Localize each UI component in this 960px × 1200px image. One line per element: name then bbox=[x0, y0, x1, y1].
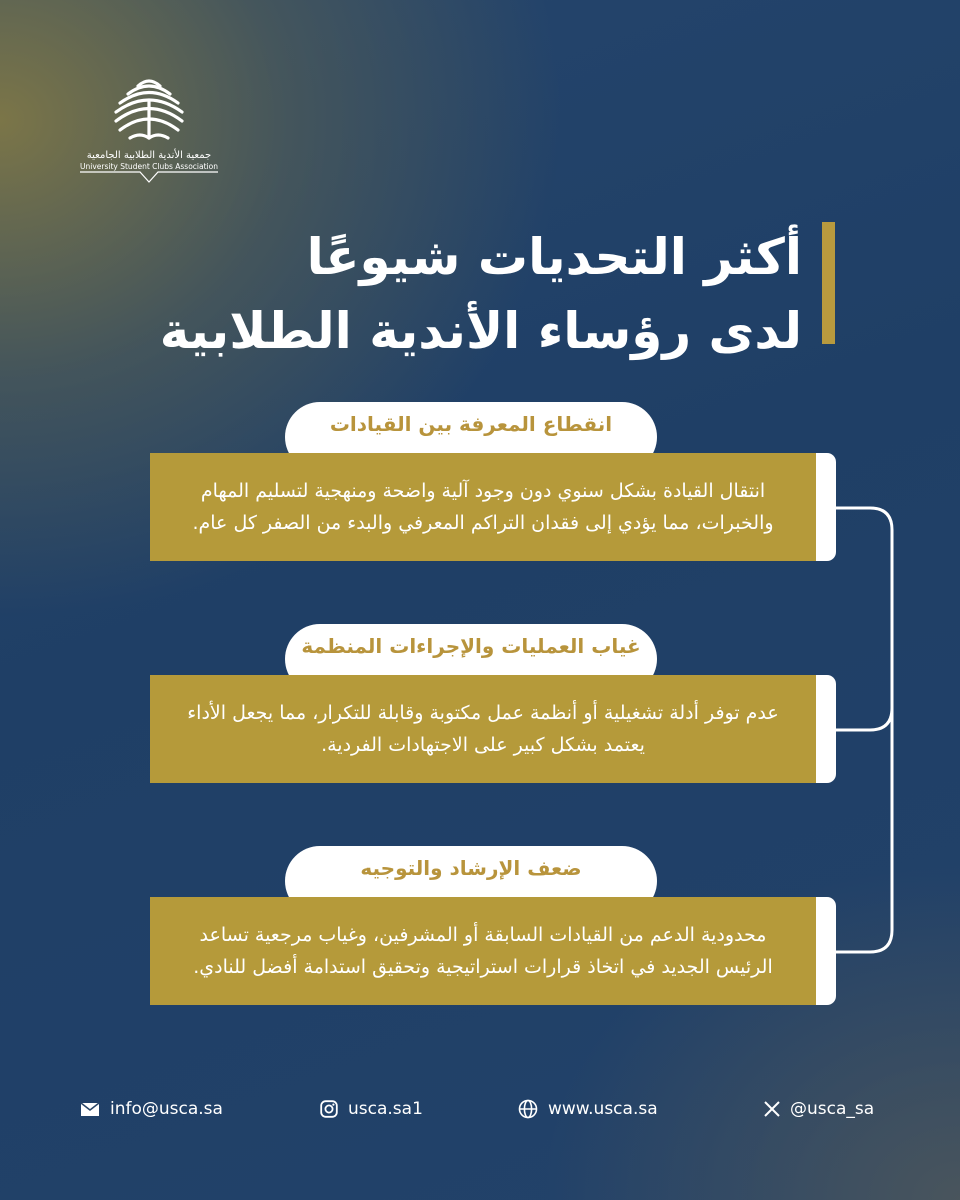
x-handle: @usca_sa bbox=[790, 1099, 875, 1119]
email-text: info@usca.sa bbox=[110, 1099, 223, 1119]
footer-email[interactable] bbox=[80, 1097, 223, 1121]
x-logo-icon bbox=[764, 1101, 780, 1117]
website-url: www.usca.sa bbox=[548, 1099, 658, 1119]
logo-name-english: University Student Clubs Association bbox=[80, 162, 218, 171]
challenge-3-body: محدودية الدعم من القيادات السابقة أو المشرفين، وغياب مرجعية تساعد الرئيس الجديد في اتخاذ قرارات استراتيجية وتحقيق استدامة أفضل للنادي. bbox=[193, 924, 773, 978]
challenge-1-card bbox=[150, 453, 836, 561]
challenge-2-body: عدم توفر أدلة تشغيلية أو أنظمة عمل مكتوبة وقابلة للتكرار، مما يجعل الأداء يعتمد بشكل كبير على الاجتهادات الفردية. bbox=[187, 702, 779, 756]
challenge-2-card bbox=[150, 675, 836, 783]
challenge-1-heading: انقطاع المعرفة بين القيادات bbox=[329, 412, 613, 436]
logo-name-arabic: جمعية الأندية الطلابية الجامعية bbox=[86, 150, 212, 161]
challenge-3-heading: ضعف الإرشاد والتوجيه bbox=[360, 856, 582, 880]
footer-instagram[interactable] bbox=[320, 1097, 423, 1121]
instagram-icon bbox=[320, 1100, 338, 1118]
challenge-3-card bbox=[150, 897, 836, 1005]
challenge-1-body: انتقال القيادة بشكل سنوي دون وجود آلية واضحة ومنهجية لتسليم المهام والخبرات، مما يؤدي إلى فقدان التراكم المعرفي والبدء من الصفر كل عام. bbox=[192, 480, 774, 534]
footer-website[interactable] bbox=[518, 1097, 658, 1121]
title-line-2: لدى رؤساء الأندية الطلابية bbox=[159, 302, 802, 360]
title-line-1: أكثر التحديات شيوعًا bbox=[306, 228, 802, 286]
footer-x[interactable] bbox=[764, 1097, 874, 1121]
globe-icon bbox=[518, 1099, 538, 1119]
instagram-handle: usca.sa1 bbox=[348, 1099, 423, 1119]
challenge-2-heading: غياب العمليات والإجراءات المنظمة bbox=[301, 634, 641, 658]
email-icon bbox=[80, 1102, 100, 1117]
